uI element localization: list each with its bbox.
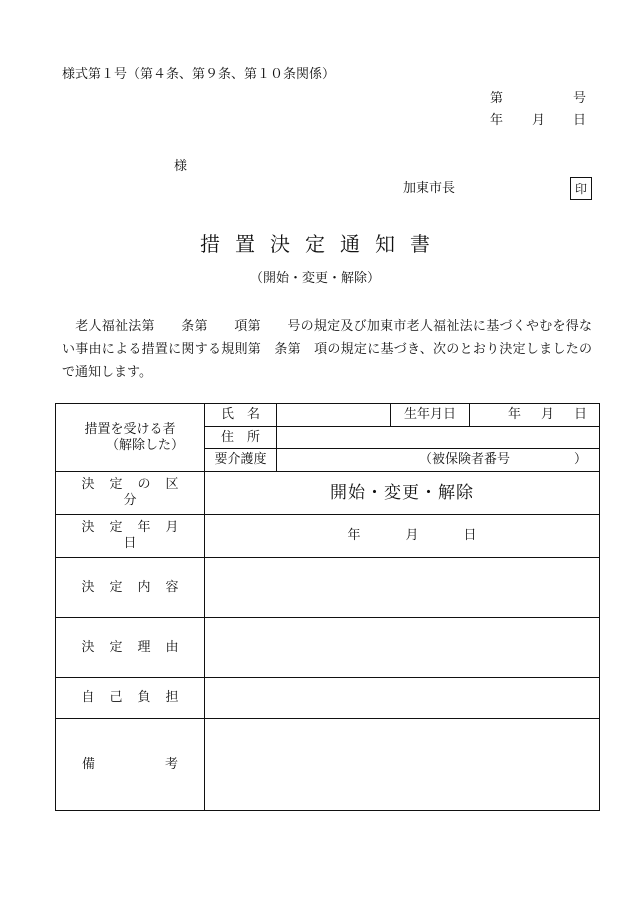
- birthdate-month: 月: [540, 407, 554, 423]
- remarks-label-start: 備: [82, 756, 96, 772]
- document-number-suffix: 号: [573, 91, 587, 106]
- recipient-label: 措置を受ける者: [84, 421, 176, 437]
- decision-date-month: 月: [405, 528, 419, 544]
- decision-type-value[interactable]: 開始・変更・解除: [205, 472, 600, 515]
- recipient-label-cancelled: （解除した）: [105, 437, 184, 453]
- document-subtitle: （開始・変更・解除）: [249, 271, 380, 286]
- name-label: 氏 名: [205, 404, 277, 427]
- decision-date-day: 日: [463, 528, 477, 544]
- care-level-label: 要介護度: [205, 449, 277, 472]
- decision-type-label: 決定の区分: [56, 472, 205, 515]
- birthdate-year: 年: [508, 407, 522, 423]
- document-title: 措置決定通知書: [200, 232, 445, 256]
- remarks-label-cell: [56, 719, 205, 811]
- self-pay-field[interactable]: [205, 678, 600, 719]
- recipient-label-cell: [56, 404, 205, 472]
- issuer-name: 加東市長: [403, 181, 456, 196]
- body-paragraph: 老人福祉法第 条第 項第 号の規定及び加東市老人福祉法に基づくやむを得ない事由による措置に関する規則第 条第 項の規定に基づき、次のとおり決定しましたので通知します。: [62, 319, 592, 380]
- issue-date-year: 年: [490, 113, 504, 128]
- self-pay-label: 自己負担: [56, 678, 205, 719]
- document-number-prefix: 第: [490, 91, 504, 106]
- form-number: 様式第１号（第４条、第９条、第１０条関係）: [62, 67, 336, 82]
- decision-content-field[interactable]: [205, 558, 600, 618]
- issue-date-day: 日: [573, 113, 587, 128]
- remarks-field[interactable]: [205, 719, 600, 811]
- decision-table: [55, 403, 600, 811]
- recipient-honorific: 様: [174, 159, 188, 174]
- decision-reason-field[interactable]: [205, 618, 600, 678]
- address-label: 住 所: [205, 427, 277, 449]
- birthdate-label: 生年月日: [391, 404, 470, 427]
- decision-date-field[interactable]: [205, 515, 600, 558]
- birthdate-field[interactable]: [470, 404, 600, 427]
- name-field[interactable]: [277, 404, 391, 427]
- issue-date-month: 月: [532, 113, 546, 128]
- remarks-label-end: 考: [164, 756, 178, 772]
- address-field[interactable]: [277, 427, 600, 449]
- care-level-field[interactable]: [277, 449, 600, 472]
- insured-number-close: ）: [573, 452, 587, 468]
- decision-date-year: 年: [347, 528, 361, 544]
- decision-reason-label: 決定理由: [56, 618, 205, 678]
- decision-date-label: 決定年月日: [56, 515, 205, 558]
- birthdate-day: 日: [573, 407, 587, 423]
- seal-box: 印: [570, 177, 592, 200]
- insured-number-label: （被保険者番号: [419, 452, 511, 468]
- decision-content-label: 決定内容: [56, 558, 205, 618]
